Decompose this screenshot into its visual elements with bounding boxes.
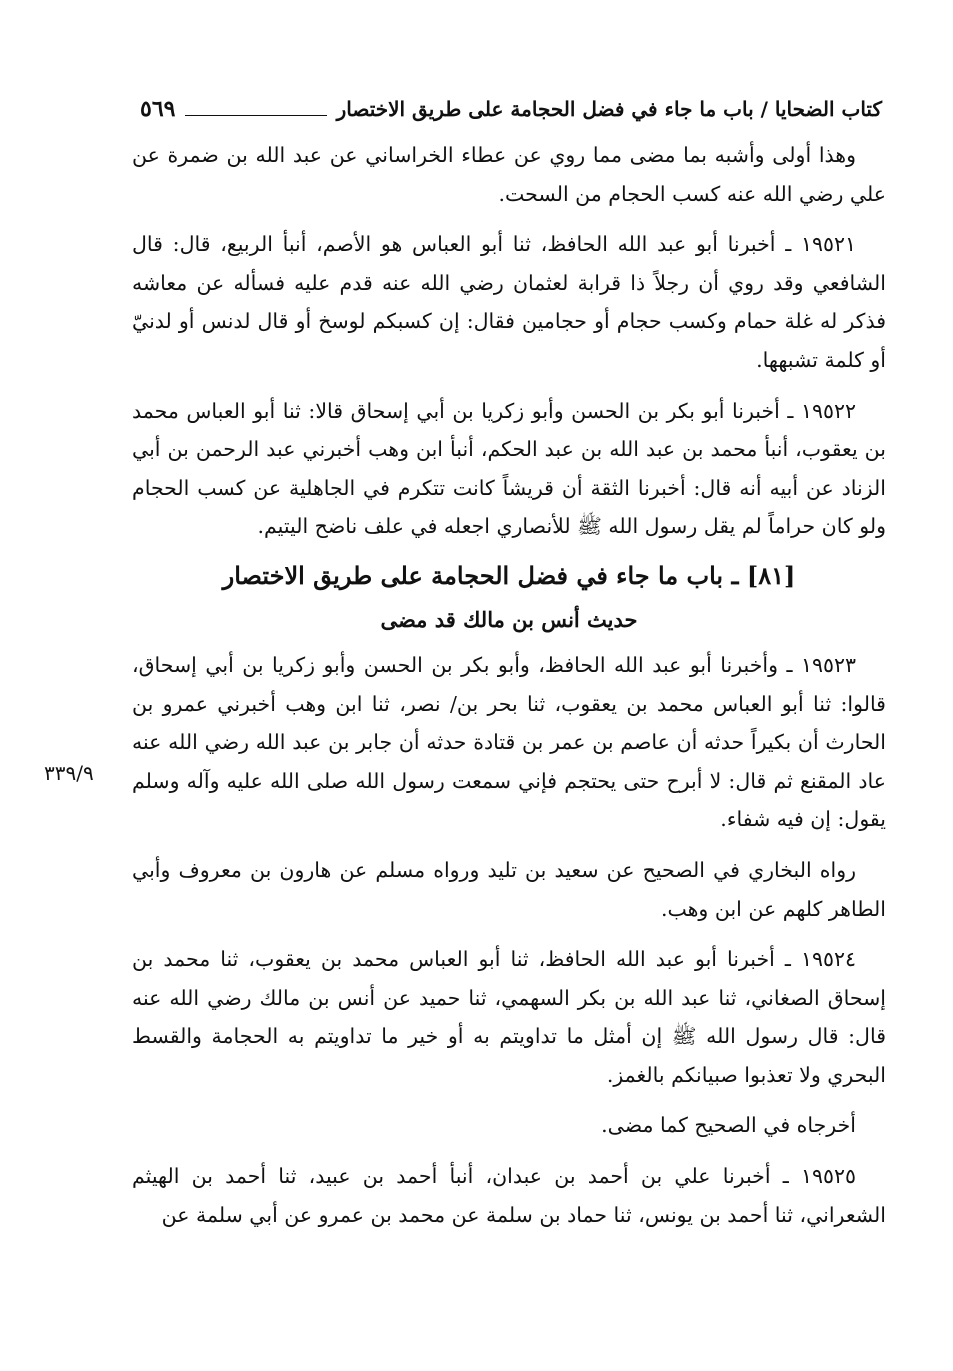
paragraph: ١٩٥٢٢ ـ أخبرنا أبو بكر بن الحسن وأبو زكريا بن أبي إسحاق قالا: ثنا أبو العباس محمد بن يعقوب، أنبأ محمد بن عبد الله بن عبد الحكم، أنبأ ابن وهب أخبرني عبد الرحمن بن أبي الزناد عن أبيه أنه قال: أخبرنا الثقة أن قريشاً كانت تتكرم في الجاهلية عن كسب الحجام ولو كان حراماً لم يقل رسول الله ﷺ للأنصاري اجعله في علف ناضح اليتيم.	[132, 398, 886, 539]
section-heading: [٨١] ـ باب ما جاء في فضل الحجامة على طريق الاختصار	[222, 560, 796, 590]
main-text	[132, 136, 886, 1246]
header-rule	[185, 115, 326, 116]
section-subheading: حديث أنس بن مالك قد مضى	[380, 606, 638, 632]
margin-reference: ٣٣٩/٩	[44, 761, 94, 785]
paragraph: ١٩٥٢٣ ـ وأخبرنا أبو عبد الله الحافظ، وأبو بكر بن الحسن وأبو زكريا بن أبي إسحاق، قالوا: ثنا أبو العباس محمد بن يعقوب، ثنا بحر بن/ نصر، ثنا ابن وهب أخبرني عمرو بن الحارث أن بكيراً حدثه أن عاصم بن عمر بن قتادة حدثه أن جابر بن عبد الله رضي الله عنه عاد المقنع ثم قال: لا أبرح حتى يحتجم فإني سمعت رسول الله صلى الله عليه وآله وسلم يقول: إن فيه شفاء.	[132, 652, 886, 832]
paragraph: رواه البخاري في الصحيح عن سعيد بن تليد ورواه مسلم عن هارون بن معروف وأبي الطاهر كلهم عن ابن وهب.	[132, 857, 886, 921]
page-number: ٥٦٩	[140, 96, 176, 122]
paragraph: ١٩٥٢١ ـ أخبرنا أبو عبد الله الحافظ، ثنا أبو العباس هو الأصم، أنبأ الربيع، قال: قال الشافعي وقد روي أن رجلاً ذا قرابة لعثمان رضي الله عنه قدم عليه فسأله عن معاشه فذكر له غلة حمام وكسب حجام أو حجامين فقال: إن كسبكم لوسخ أو قال لدنس أو لدنيّ أو كلمة تشبهها.	[132, 232, 886, 372]
paragraph: وهذا أولى وأشبه بما مضى مما روي عن عطاء الخراساني عن عبد الله بن ضمرة عن علي رضي الله عنه كسب الحجام من السحت.	[132, 143, 886, 206]
header-title: كتاب الضحايا / باب ما جاء في فضل الحجامة على طريق الاختصار	[336, 97, 882, 121]
paragraph: ١٩٥٢٤ ـ أخبرنا أبو عبد الله الحافظ، ثنا أبو العباس محمد بن يعقوب، ثنا محمد بن إسحاق الصغاني، ثنا عبد الله بن بكر السهمي، ثنا حميد عن أنس بن مالك رضي الله عنه قال: قال رسول الله ﷺ إن أمثل ما تداويتم به أو خير ما تداويتم به الحجامة والقسط البحري ولا تعذبوا صبيانكم بالغمز.	[132, 947, 886, 1087]
running-header	[140, 92, 882, 126]
paragraph: ١٩٥٢٥ ـ أخبرنا علي بن أحمد بن عبدان، أنبأ أحمد بن عبيد، ثنا أحمد بن الهيثم الشعراني، ثنا أحمد بن يونس، ثنا حماد بن سلمة عن محمد بن عمرو عن أبي سلمة عن	[132, 1164, 886, 1227]
paragraph: أخرجاه في الصحيح كما مضى.	[601, 1113, 856, 1138]
